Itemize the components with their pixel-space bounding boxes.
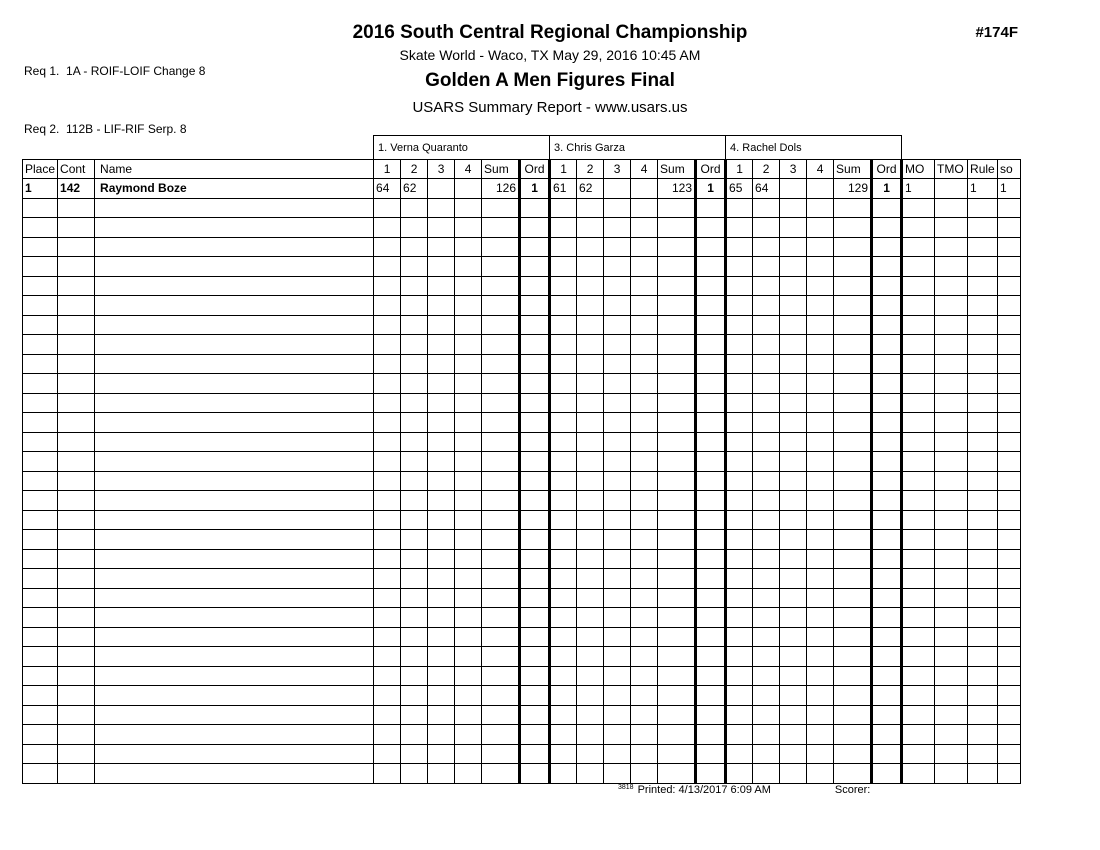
j3-ord-cell: 1: [872, 179, 902, 199]
empty-row: [23, 608, 1021, 628]
empty-row: [23, 198, 1021, 218]
empty-row: [23, 237, 1021, 257]
empty-row: [23, 686, 1021, 706]
col-header-j3-1: 1: [726, 160, 753, 179]
venue-date-line: Skate World - Waco, TX May 29, 2016 10:45 AM: [399, 47, 701, 63]
so-cell: 1: [998, 179, 1021, 199]
col-header-j1-4: 4: [455, 160, 482, 179]
col-header-j2-ord: Ord: [696, 160, 726, 179]
report-footer: [618, 784, 870, 796]
j1-score-1: 64: [374, 179, 401, 199]
col-header-j2-2: 2: [577, 160, 604, 179]
col-header-j1-1: 1: [374, 160, 401, 179]
j3-score-3: [780, 179, 807, 199]
req-2: Req 2. 112B - LIF-RIF Serp. 8: [24, 121, 187, 136]
col-header-name: Name: [95, 160, 374, 179]
j2-score-3: [604, 179, 631, 199]
empty-row: [23, 627, 1021, 647]
empty-row: [23, 569, 1021, 589]
footer-code: 3818: [618, 784, 634, 791]
col-header-j1-2: 2: [401, 160, 428, 179]
judge-row-right-blank: [902, 136, 1021, 160]
empty-row: [23, 705, 1021, 725]
j1-ord-cell: 1: [520, 179, 550, 199]
summary-table: [22, 135, 1021, 784]
event-title: Golden A Men Figures Final: [425, 70, 675, 91]
empty-row: [23, 452, 1021, 472]
j2-score-1: 61: [550, 179, 577, 199]
empty-row: [23, 354, 1021, 374]
competitor-row: [23, 179, 1021, 199]
col-header-j1-sum: Sum: [482, 160, 520, 179]
empty-row: [23, 471, 1021, 491]
empty-row: [23, 296, 1021, 316]
empty-row: [23, 764, 1021, 784]
judge-header-row: [23, 136, 1021, 160]
scorer-label: Scorer:: [834, 784, 871, 796]
empty-row: [23, 276, 1021, 296]
col-header-j2-sum: Sum: [658, 160, 696, 179]
competitor-name-cell: Raymond Boze: [95, 179, 374, 199]
j3-score-2: 64: [753, 179, 780, 199]
judge-1-name: 1. Verna Quaranto: [374, 136, 550, 160]
cont-cell: 142: [58, 179, 95, 199]
col-header-cont: Cont: [58, 160, 95, 179]
empty-row: [23, 491, 1021, 511]
j2-score-2: 62: [577, 179, 604, 199]
rule-cell: 1: [968, 179, 998, 199]
printed-timestamp: Printed: 4/13/2017 6:09 AM: [637, 784, 771, 796]
req-1: Req 1. 1A - ROIF-LOIF Change 8: [24, 64, 206, 79]
j2-ord-cell: 1: [696, 179, 726, 199]
report-header: [0, 22, 1100, 116]
table-body: [23, 136, 1021, 784]
col-header-j3-sum: Sum: [834, 160, 872, 179]
empty-row: [23, 744, 1021, 764]
event-number: #174F: [975, 24, 1018, 41]
empty-row: [23, 218, 1021, 238]
col-header-j2-4: 4: [631, 160, 658, 179]
j2-sum-cell: 123: [658, 179, 696, 199]
championship-title: 2016 South Central Regional Championship: [352, 22, 748, 43]
j1-score-2: 62: [401, 179, 428, 199]
tmo-cell: [935, 179, 968, 199]
col-header-so: so: [998, 160, 1021, 179]
col-header-mo: MO: [902, 160, 935, 179]
empty-row: [23, 549, 1021, 569]
col-header-j3-3: 3: [780, 160, 807, 179]
empty-row: [23, 315, 1021, 335]
j1-sum-cell: 126: [482, 179, 520, 199]
col-header-j3-4: 4: [807, 160, 834, 179]
mo-cell: 1: [902, 179, 935, 199]
col-header-j3-ord: Ord: [872, 160, 902, 179]
j3-score-4: [807, 179, 834, 199]
report-type-line: USARS Summary Report - www.usars.us: [412, 99, 688, 116]
col-header-tmo: TMO: [935, 160, 968, 179]
j1-score-4: [455, 179, 482, 199]
col-header-place: Place: [23, 160, 58, 179]
j3-score-1: 65: [726, 179, 753, 199]
col-header-j1-ord: Ord: [520, 160, 550, 179]
empty-row: [23, 666, 1021, 686]
col-header-j2-1: 1: [550, 160, 577, 179]
empty-row: [23, 510, 1021, 530]
empty-row: [23, 588, 1021, 608]
col-header-j1-3: 3: [428, 160, 455, 179]
j2-score-4: [631, 179, 658, 199]
col-header-rule: Rule: [968, 160, 998, 179]
col-header-j3-2: 2: [753, 160, 780, 179]
judge-row-left-blank: [23, 136, 374, 160]
judge-3-name: 4. Rachel Dols: [726, 136, 902, 160]
empty-row: [23, 335, 1021, 355]
place-cell: 1: [23, 179, 58, 199]
empty-row: [23, 432, 1021, 452]
empty-row: [23, 647, 1021, 667]
col-header-j2-3: 3: [604, 160, 631, 179]
empty-row: [23, 257, 1021, 277]
empty-row: [23, 413, 1021, 433]
empty-row: [23, 393, 1021, 413]
empty-row: [23, 530, 1021, 550]
j1-score-3: [428, 179, 455, 199]
judge-2-name: 3. Chris Garza: [550, 136, 726, 160]
empty-row: [23, 374, 1021, 394]
column-header-row: [23, 160, 1021, 179]
j3-sum-cell: 129: [834, 179, 872, 199]
empty-row: [23, 725, 1021, 745]
